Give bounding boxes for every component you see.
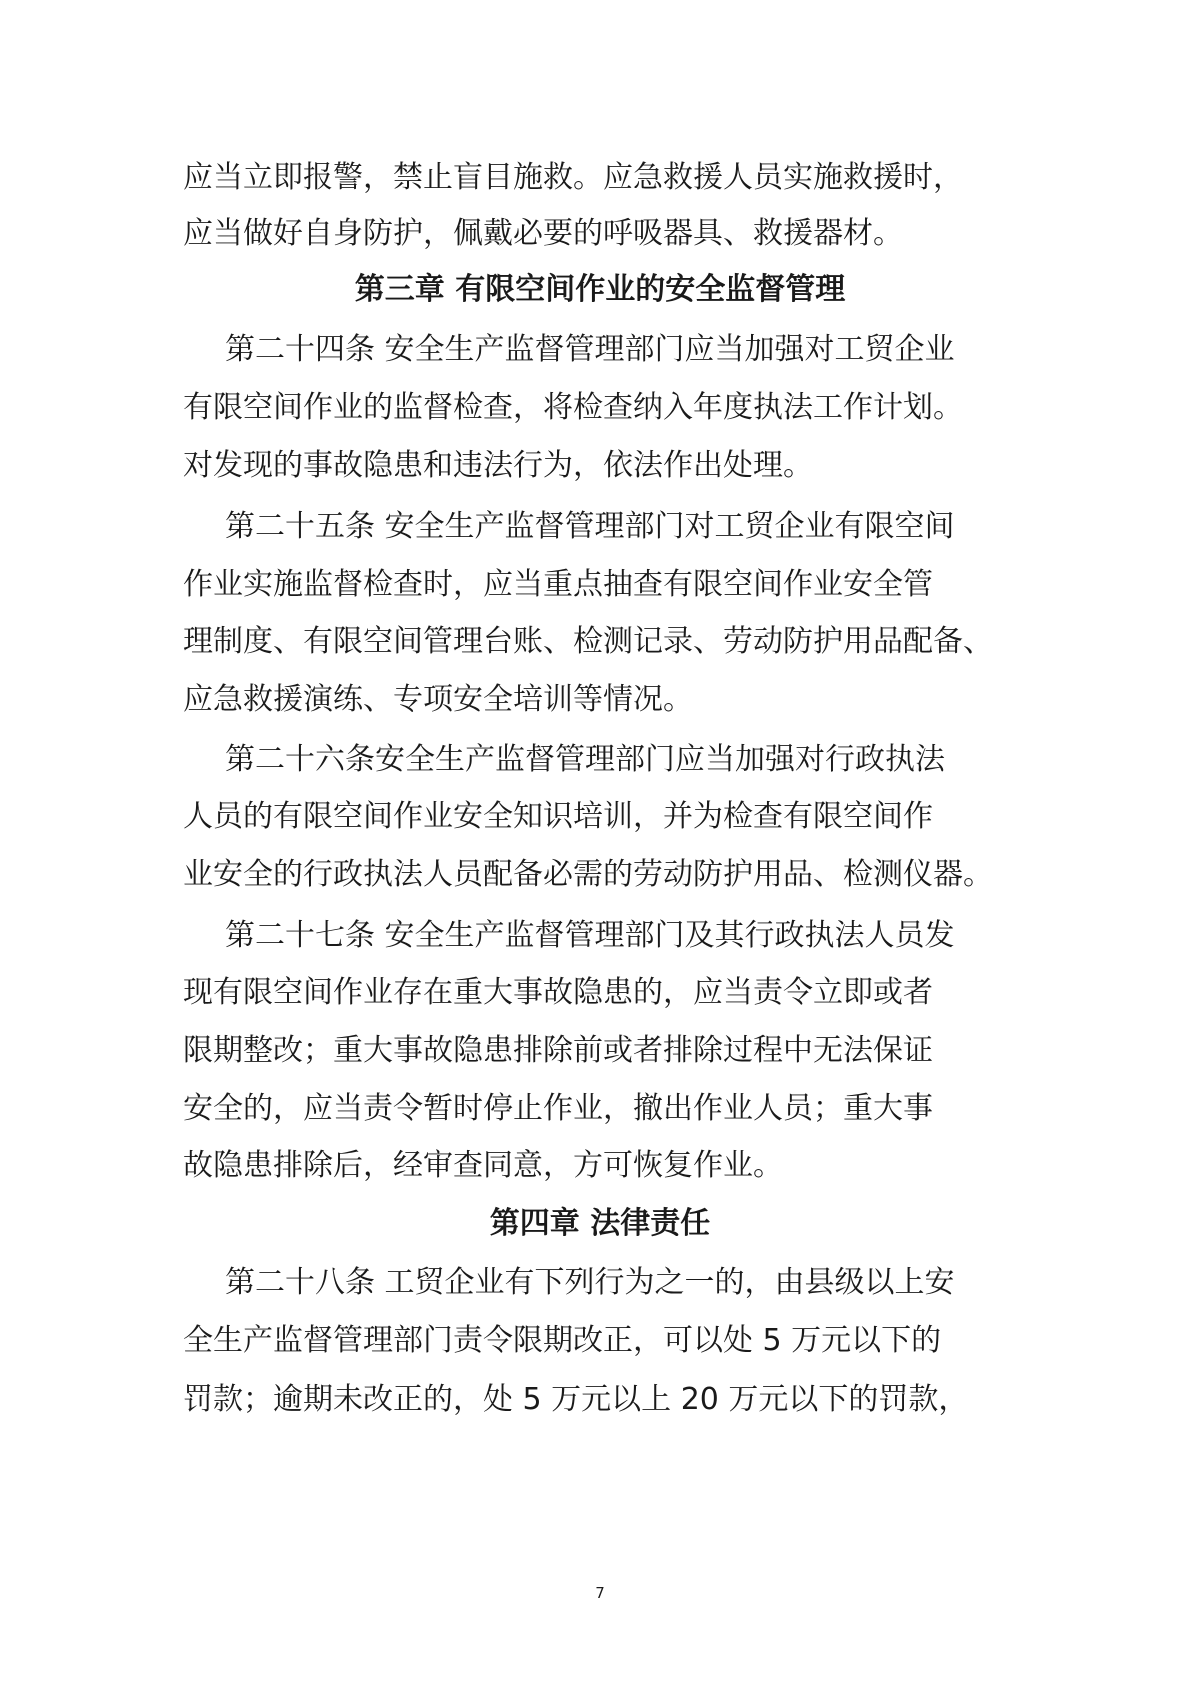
text-line: 应急救援演练、专项安全培训等情况。 bbox=[183, 682, 693, 717]
text-line: 对发现的事故隐患和违法行为，依法作出处理。 bbox=[183, 448, 813, 483]
article-line: 第二十六条安全生产监督管理部门应当加强对行政执法 bbox=[225, 742, 945, 777]
text-line: 故隐患排除后，经审查同意，方可恢复作业。 bbox=[183, 1148, 783, 1183]
text-line: 理制度、有限空间管理台账、检测记录、劳动防护用品配备、 bbox=[183, 624, 993, 659]
article-line: 第二十四条 安全生产监督管理部门应当加强对工贸企业 bbox=[225, 332, 955, 367]
article-line: 第二十八条 工贸企业有下列行为之一的，由县级以上安 bbox=[225, 1265, 955, 1300]
text-line: 罚款；逾期未改正的，处 5 万元以上 20 万元以下的罚款， bbox=[183, 1382, 969, 1417]
chapter-heading: 第三章 有限空间作业的安全监督管理 bbox=[354, 272, 846, 307]
text-line: 应当做好自身防护，佩戴必要的呼吸器具、救援器材。 bbox=[183, 216, 903, 251]
text-line: 现有限空间作业存在重大事故隐患的，应当责令立即或者 bbox=[183, 975, 933, 1010]
text-line: 作业实施监督检查时，应当重点抽查有限空间作业安全管 bbox=[183, 567, 933, 602]
chapter-heading: 第四章 法律责任 bbox=[489, 1206, 711, 1241]
text-line: 全生产监督管理部门责令限期改正，可以处 5 万元以下的 bbox=[183, 1323, 942, 1358]
article-line: 第二十七条 安全生产监督管理部门及其行政执法人员发 bbox=[225, 918, 955, 953]
article-line: 第二十五条 安全生产监督管理部门对工贸企业有限空间 bbox=[225, 509, 955, 544]
text-line: 业安全的行政执法人员配备必需的劳动防护用品、检测仪器。 bbox=[183, 857, 993, 892]
text-line: 安全的，应当责令暂时停止作业，撤出作业人员；重大事 bbox=[183, 1091, 933, 1126]
text-line: 人员的有限空间作业安全知识培训，并为检查有限空间作 bbox=[183, 799, 933, 834]
text-line: 应当立即报警，禁止盲目施救。应急救援人员实施救援时， bbox=[183, 160, 963, 195]
text-line: 有限空间作业的监督检查，将检查纳入年度执法工作计划。 bbox=[183, 390, 963, 425]
text-line: 限期整改；重大事故隐患排除前或者排除过程中无法保证 bbox=[183, 1033, 933, 1068]
page-number: 7 bbox=[595, 1584, 605, 1602]
